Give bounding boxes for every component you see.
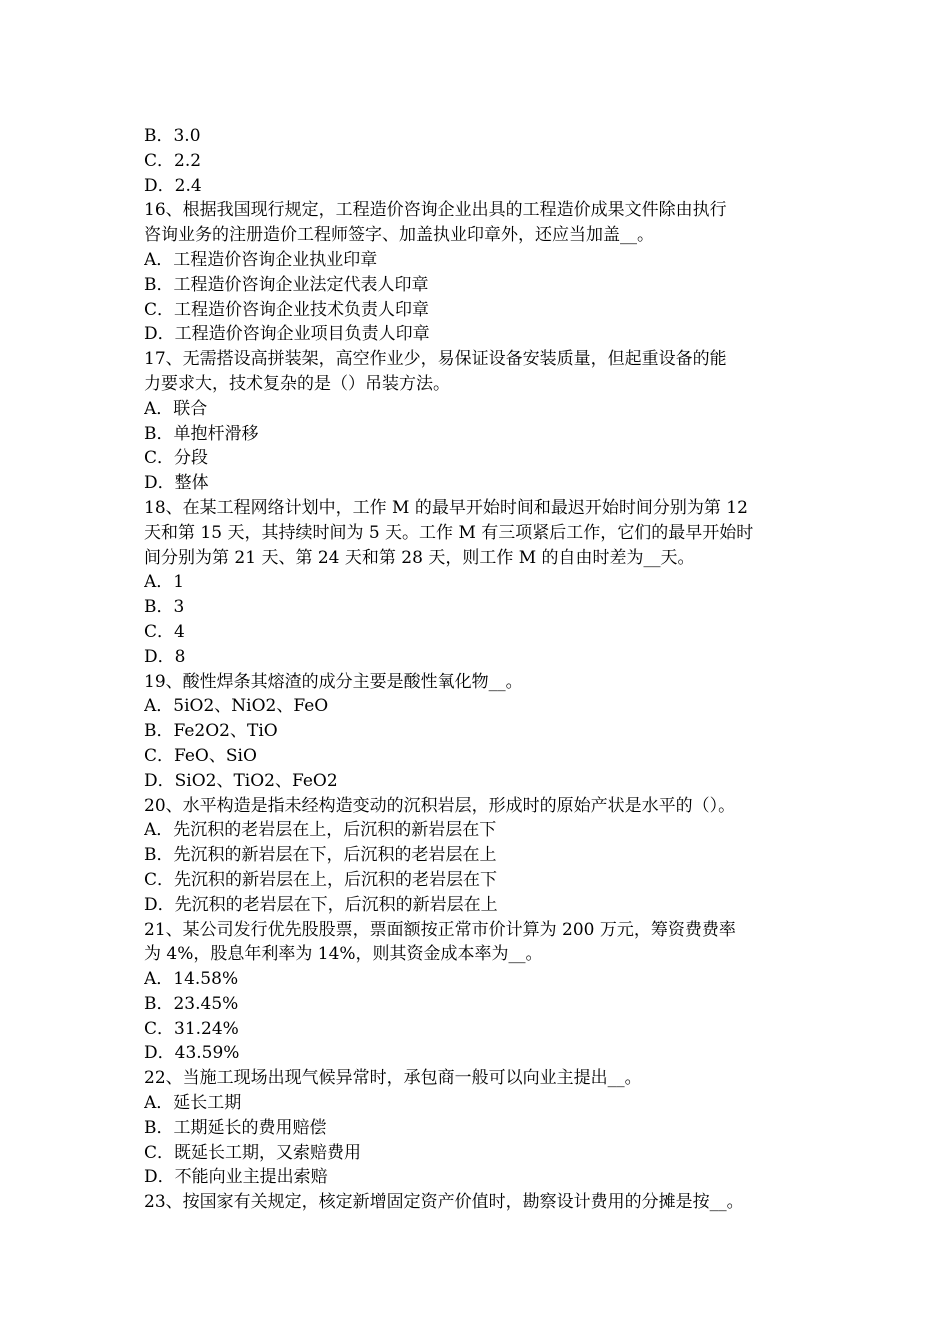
question-18-text: 天和第 15 天，其持续时间为 5 天。工作 M 有三项紧后工作，它们的最早开始时 bbox=[144, 522, 754, 543]
question-18-text: 18、在某工程网络计划中，工作 M 的最早开始时间和最迟开始时间分别为第 12 bbox=[144, 497, 748, 518]
question-16-text: 16、根据我国现行规定，工程造价咨询企业出具的工程造价成果文件除由执行 bbox=[144, 200, 727, 221]
text-line: B．3.0 bbox=[144, 126, 201, 146]
option-line: B．工期延长的费用赔偿 bbox=[144, 1117, 327, 1138]
question-17-text: 力要求大，技术复杂的是（）吊装方法。 bbox=[144, 373, 450, 394]
option-line: B．Fe2O2、TiO bbox=[144, 721, 278, 742]
option-line: C．31.24% bbox=[144, 1018, 239, 1039]
document-page bbox=[144, 124, 816, 1215]
question-17-text: 17、无需搭设高拼装架，高空作业少，易保证设备安装质量，但起重设备的能 bbox=[144, 349, 727, 370]
question-18-text: 间分别为第 21 天、第 24 天和第 28 天，则工作 M 的自由时差为__天。 bbox=[144, 547, 695, 568]
option-line: B．工程造价咨询企业法定代表人印章 bbox=[144, 274, 429, 295]
option-line: D．工程造价咨询企业项目负责人印章 bbox=[144, 324, 430, 345]
option-line: A．1 bbox=[144, 572, 185, 593]
option-line: A．先沉积的老岩层在上，后沉积的新岩层在下 bbox=[144, 820, 497, 841]
option-line: D．SiO2、TiO2、FeO2 bbox=[144, 770, 338, 791]
option-line: A．5iO2、NiO2、FeO bbox=[144, 696, 329, 717]
option-line: C．FeO、SiO bbox=[144, 745, 257, 766]
option-line: D．8 bbox=[144, 646, 186, 667]
option-line: D．先沉积的老岩层在下，后沉积的新岩层在上 bbox=[144, 894, 498, 915]
option-line: A．14.58% bbox=[144, 969, 239, 990]
question-21-text: 为 4%，股息年利率为 14%，则其资金成本率为__。 bbox=[144, 944, 543, 965]
text-line: D．2.4 bbox=[144, 175, 202, 196]
text-line: C．2.2 bbox=[144, 150, 202, 171]
option-line: A．联合 bbox=[144, 398, 208, 419]
option-line: A．工程造价咨询企业执业印章 bbox=[144, 249, 378, 270]
question-22-text: 22、当施工现场出现气候异常时，承包商一般可以向业主提出__。 bbox=[144, 1068, 642, 1089]
option-line: C．先沉积的新岩层在上，后沉积的老岩层在下 bbox=[144, 869, 498, 890]
option-line: C．分段 bbox=[144, 448, 209, 469]
question-19-text: 19、酸性焊条其熔渣的成分主要是酸性氧化物__。 bbox=[144, 671, 523, 692]
option-line: A．延长工期 bbox=[144, 1093, 242, 1114]
option-line: D．整体 bbox=[144, 473, 209, 494]
question-20-text: 20、水平构造是指未经构造变动的沉积岩层，形成时的原始产状是水平的（）。 bbox=[144, 795, 736, 816]
question-23-text: 23、按国家有关规定，核定新增固定资产价值时，勘察设计费用的分摊是按__。 bbox=[144, 1192, 744, 1213]
option-line: C．工程造价咨询企业技术负责人印章 bbox=[144, 299, 430, 320]
question-16-text: 咨询业务的注册造价工程师签字、加盖执业印章外，还应当加盖__。 bbox=[144, 225, 654, 246]
option-line: C．4 bbox=[144, 621, 185, 642]
option-line: C．既延长工期，又索赔费用 bbox=[144, 1142, 362, 1163]
option-line: B．单抱杆滑移 bbox=[144, 423, 259, 444]
question-21-text: 21、某公司发行优先股股票，票面额按正常市价计算为 200 万元，筹资费费率 bbox=[144, 919, 736, 940]
option-line: D．不能向业主提出索赔 bbox=[144, 1167, 328, 1188]
option-line: D．43.59% bbox=[144, 1043, 240, 1064]
option-line: B．23.45% bbox=[144, 993, 239, 1014]
option-line: B．3 bbox=[144, 597, 185, 618]
option-line: B．先沉积的新岩层在下，后沉积的老岩层在上 bbox=[144, 845, 497, 866]
